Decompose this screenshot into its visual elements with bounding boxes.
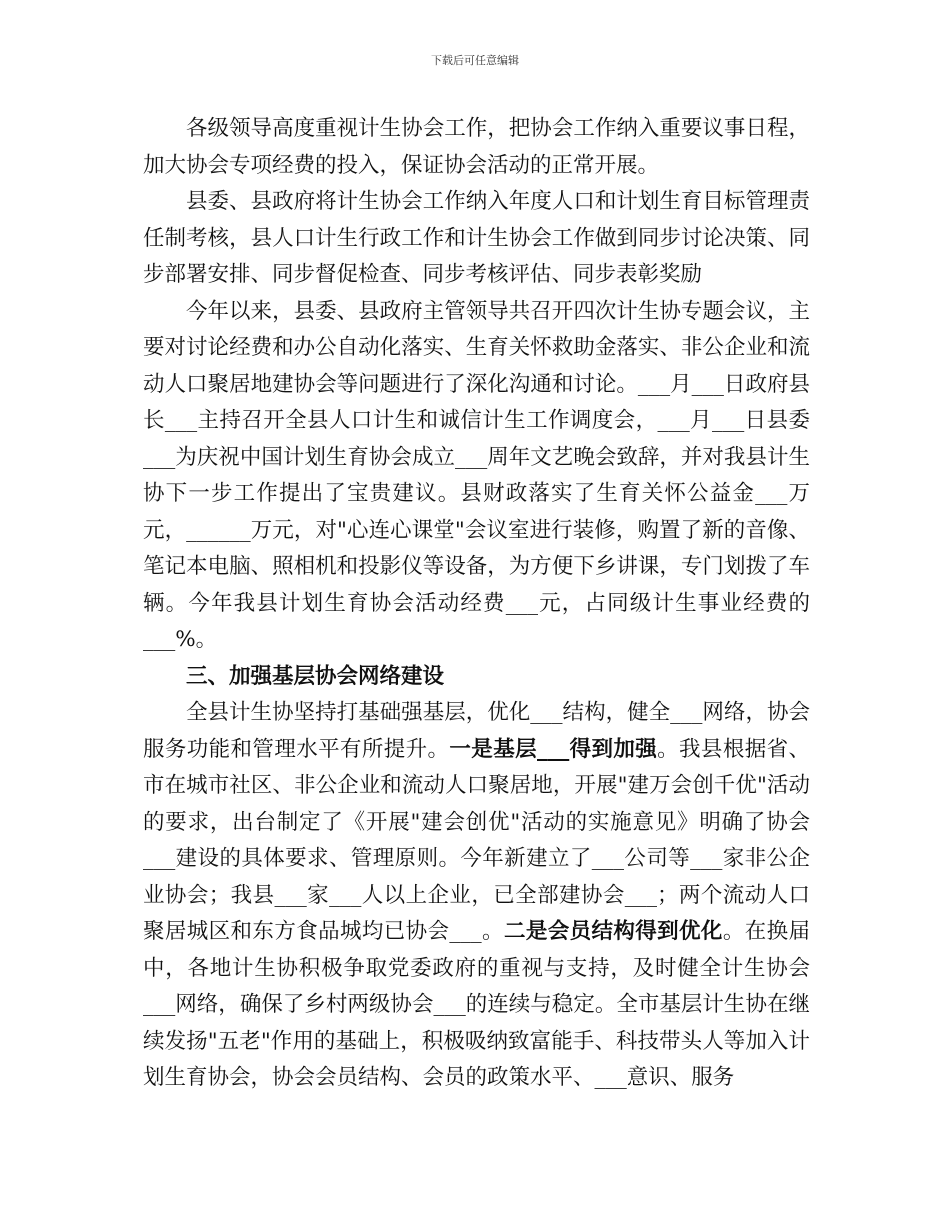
paragraph-leadership: 各级领导高度重视计生协会工作，把协会工作纳入重要议事日程，加大协会专项经费的投入，保证协会活动的正常开展。 bbox=[143, 116, 810, 178]
paragraph-county-committee: 县委、县政府将计生协会工作纳入年度人口和计划生育目标管理责任制考核，县人口计生行政工作和计生协会工作做到同步讨论决策、同步部署安排、同步督促检查、同步考核评估、同步表彰奖励 bbox=[143, 189, 810, 287]
point-two-body: 。在换届中，各地计生协积极争取党委政府的重视与支持，及时健全计生协会___网络，确保了乡村两级协会___的连续与稳定。全市基层计生协在继续发扬"五老"作用的基础上，积极吸纳致富能手、科技带头人等加入计划生育协会，协会会员结构、会员的政策水平、___意识、服务 bbox=[143, 919, 810, 1090]
point-one-body: 。我县根据省、市在城市社区、非公企业和流动人口聚居地，开展"建万会创千优"活动的要求，出台制定了《开展"建会创优"活动的实施意见》明确了协会___建设的具体要求、管理原则。今年新建立了___公司等___家非公企业协会；我县___家___人以上企业，已全部建协会___；两个流动人口聚居城区和东方食品城均已协会___。 bbox=[143, 736, 810, 944]
section-heading: 三、加强基层协会网络建设 bbox=[186, 663, 445, 689]
point-two-title: 二是会员结构得到优化 bbox=[503, 919, 723, 944]
paragraph-this-year: 今年以来，县委、县政府主管领导共召开四次计生协专题会议，主要对讨论经费和办公自动化落实、生育关怀救助金落实、非公企业和流动人口聚居地建协会等问题进行了深化沟通和讨论。___月___日政府县长___主持召开全县人口计生和诚信计生工作调度会，___月___日县委___为庆祝中国计划生育协会成立___周年文艺晚会致辞，并对我县计生协下一步工作提出了宝贵建议。县财政落实了生育关怀公益金___万元，______万元，对"心连心课堂"会议室进行装修，购置了新的音像、笔记本电脑、照相机和投影仪等设备，为方便下乡讲课，专门划拨了车辆。今年我县计划生育协会活动经费___元，占同级计生事业经费的___%。 bbox=[143, 298, 810, 652]
document-body bbox=[143, 111, 810, 1097]
grassroots-intro: 全县计生协坚持打基础强基层，优化___结构，健全___网络，协会服务功能和管理水平有所提升。 bbox=[143, 700, 810, 762]
page-header-note: 下载后可任意编辑 bbox=[431, 54, 519, 67]
point-one-title: 一是基层___得到加强 bbox=[449, 736, 658, 762]
paragraph-grassroots-network bbox=[143, 695, 810, 1097]
